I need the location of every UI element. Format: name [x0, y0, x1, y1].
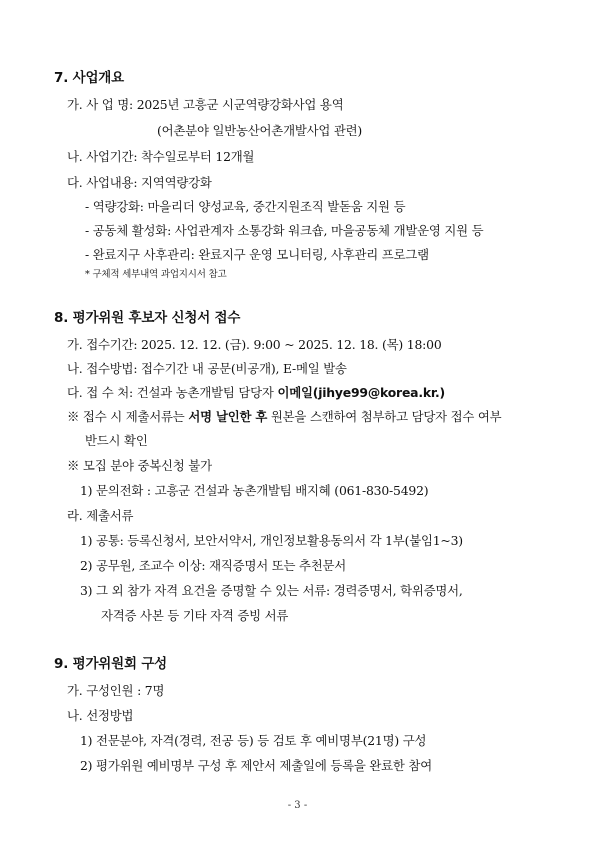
signature-emphasis: 서명 날인한 후 — [188, 409, 268, 424]
content-item-community: - 공동체 활성화: 사업관계자 소통강화 워크숍, 마을공동체 개발운영 지원 등 — [85, 223, 484, 238]
section-7-title: 7. 사업개요 — [54, 70, 124, 86]
project-name: 가. 사 업 명: 2025년 고흥군 시군역량강화사업 용역 — [67, 97, 344, 112]
project-period: 나. 사업기간: 착수일로부터 12개월 — [67, 149, 255, 164]
docs-other: 3) 그 외 참가 자격 요건을 증명할 수 있는 서류: 경력증명서, 학위증명서, — [80, 583, 463, 598]
submission-note-start: ※ 접수 시 제출서류는 — [67, 409, 189, 424]
submission-note-end: 원본을 스캔하여 첨부하고 담당자 접수 여부 — [267, 409, 502, 424]
submission-note-cont: 반드시 확인 — [85, 433, 148, 448]
docs-other-cont: 자격증 사본 등 기타 자격 증빙 서류 — [101, 608, 289, 623]
docs-common: 1) 공통: 등록신청서, 보안서약서, 개인정보활용동의서 각 1부(붙임1~3) — [80, 533, 463, 548]
submit-docs-heading: 라. 제출서류 — [67, 508, 134, 523]
selection-step-1: 1) 전문분야, 자격(경력, 전공 등) 등 검토 후 예비명부(21명) 구성 — [80, 733, 427, 748]
content-footnote: * 구체적 세부내역 과업지시서 참고 — [85, 269, 227, 280]
project-name-note: (어촌분야 일반농산어촌개발사업 관련) — [157, 123, 363, 138]
selection-method: 나. 선정방법 — [67, 708, 134, 723]
contact-email: 이메일(jihye99@korea.kr.) — [277, 385, 445, 400]
receipt-method: 나. 접수방법: 접수기간 내 공문(비공개), E-메일 발송 — [67, 361, 347, 376]
content-item-capacity: - 역량강화: 마을리더 양성교육, 중간지원조직 발돋움 지원 등 — [85, 199, 406, 214]
inquiry-phone: 1) 문의전화 : 고흥군 건설과 농촌개발팀 배지혜 (061-830-5492) — [80, 483, 429, 498]
project-content: 다. 사업내용: 지역역량강화 — [67, 175, 212, 190]
section-8-title: 8. 평가위원 후보자 신청서 접수 — [54, 310, 241, 326]
selection-step-2: 2) 평가위원 예비명부 구성 후 제안서 제출일에 등록을 완료한 참여 — [80, 758, 432, 773]
receipt-office — [67, 385, 445, 401]
page-number: - 3 - — [287, 800, 308, 811]
duplicate-note: ※ 모집 분야 중복신청 불가 — [67, 458, 212, 473]
committee-size: 가. 구성인원 : 7명 — [67, 683, 165, 698]
section-9-title: 9. 평가위원회 구성 — [54, 656, 168, 672]
content-item-aftercare: - 완료지구 사후관리: 완료지구 운영 모니터링, 사후관리 프로그램 — [85, 247, 429, 262]
receipt-period: 가. 접수기간: 2025. 12. 12. (금). 9:00 ~ 2025. 12. 18. (목) 18:00 — [67, 337, 442, 352]
submission-note — [67, 409, 501, 425]
docs-officials: 2) 공무원, 조교수 이상: 재직증명서 또는 추천문서 — [80, 558, 347, 573]
receipt-office-label: 다. 접 수 처: 건설과 농촌개발팀 담당자 — [67, 385, 278, 400]
